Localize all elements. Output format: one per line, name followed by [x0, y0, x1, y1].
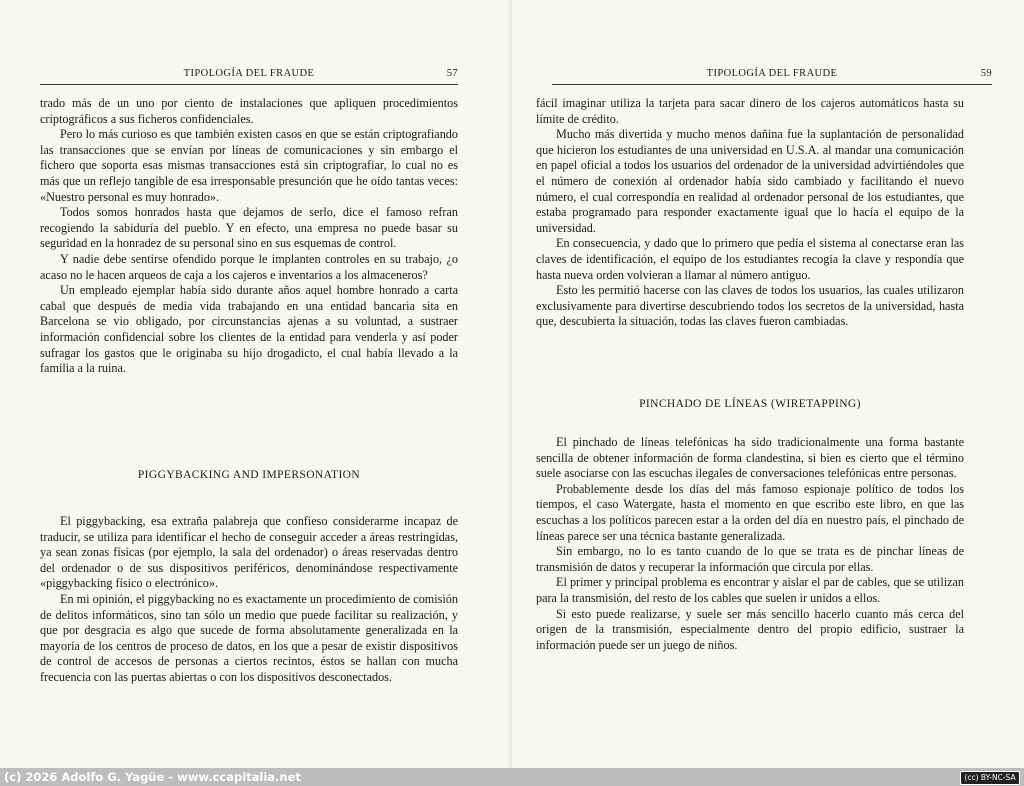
paragraph: Un empleado ejemplar había sido durante años aquel hombre honrado a carta cabal que después de media vida trabajando en una entidad bancaria sita en Barcelona se vio obligado, por circunstancias ajenas a su voluntad, a sustraer información confidencial sobre los clientes de la entidad para venderla y así poder sufragar los gastos que le originaba su hijo drogadicto, el cual había llevado a la familia a la ruina.	[40, 283, 458, 376]
body-text-top	[536, 96, 964, 330]
paragraph: El primer y principal problema es encontrar y aislar el par de cables, que se utilizan para la transmisión, del resto de los cables que suelen ir unidos a ellos.	[536, 575, 964, 605]
paragraph: En consecuencia, y dado que lo primero que pedía el sistema al conectarse eran las claves de identificación, el equipo de los estudiantes recogía la clave y respondía que hasta nueva orden volvieran a llamar al número antiguo.	[536, 236, 964, 282]
paragraph: Pero lo más curioso es que también existen casos en que se están criptografiando las transacciones que se envían por líneas de comunicaciones y sin embargo el fichero que soporta esas mismas transacciones está sin criptografiar, lo cual no es más que un reflejo tangible de esa irresponsable presunción que he oído tantas veces: «Nuestro personal es muy honrado».	[40, 127, 458, 204]
body-text-top	[40, 96, 458, 377]
running-head-right	[552, 66, 992, 85]
running-head-left	[40, 66, 458, 85]
paragraph: El piggybacking, esa extraña palabreja que confieso considerarme incapaz de traducir, se utiliza para identificar el hecho de conseguir acceder a áreas restringidas, ya sean zonas físicas (por ejemplo, la sala del ordenador) o áreas reservadas dentro del ordenador o de sus dispositivos periféricos, denominándose respectivamente «piggybacking físico o electrónico».	[40, 514, 458, 591]
page-number: 59	[980, 68, 992, 79]
header-title: TIPOLOGÍA DEL FRAUDE	[706, 68, 838, 79]
paragraph: Y nadie debe sentirse ofendido porque le implanten controles en su trabajo, ¿o acaso no le hacen arqueos de caja a los cajeros e inventarios a los almaceneros?	[40, 251, 458, 282]
left-page	[0, 0, 512, 768]
paragraph: Mucho más divertida y mucho menos dañina fue la suplantación de personalidad que hicieron los estudiantes de una universidad en U.S.A. al mandar una comunicación en papel oficial a todos los usuarios del ordenador de la universidad advirtiéndoles que el número de conexión al ordenador había sido cambiado y facilitando el nuevo número, el cual correspondía en realidad al ordenador personal de los estudiantes, que estaba programado para responder exactamente igual que lo hacía el equipo de la universidad.	[536, 127, 964, 235]
body-text-bottom	[536, 435, 964, 653]
copyright-link[interactable]: (c) 2026 Adolfo G. Yagüe - www.ccapitalia.net	[4, 770, 301, 784]
header-title: TIPOLOGÍA DEL FRAUDE	[183, 68, 315, 79]
paragraph: fácil imaginar utiliza la tarjeta para sacar dinero de los cajeros automáticos hasta su límite de crédito.	[536, 96, 964, 126]
right-page	[512, 0, 1024, 768]
paragraph: Probablemente desde los días del más famoso espionaje político de todos los tiempos, el caso Watergate, hasta el momento en que escribo este libro, en que las escuchas a los políticos parecen estar a la orden del día en nuestro país, el pinchado de líneas parece ser una técnica bastante generalizada.	[536, 481, 964, 543]
paragraph: Todos somos honrados hasta que dejamos de serlo, dice el famoso refran recogiendo la sabiduría del pueblo. Y en efecto, una empresa no puede basar su seguridad en la honradez de su personal sino en sus esquemas de control.	[40, 205, 458, 251]
section-heading: PIGGYBACKING AND IMPERSONATION	[137, 469, 361, 481]
paragraph: El pinchado de líneas telefónicas ha sido tradicionalmente una forma bastante sencilla de obtener información de forma clandestina, si bien es cierto que el término suele asociarse con las escuchas ilegales de conversaciones telefónicas entre personas.	[536, 435, 964, 481]
cc-license-badge[interactable]: (cc) BY-NC-SA	[960, 771, 1020, 785]
paragraph: Si esto puede realizarse, y suele ser más sencillo hacerlo cuanto más cerca del origen de la transmisión, especialmente dentro del propio edificio, sustraer la información puede ser un juego de niños.	[536, 606, 964, 652]
paragraph: trado más de un uno por ciento de instalaciones que apliquen procedimientos criptográficos a sus ficheros confidenciales.	[40, 96, 458, 126]
page-number: 57	[446, 68, 458, 79]
footer-bar	[0, 768, 1024, 786]
paragraph: Sin embargo, no lo es tanto cuando de lo que se trata es de pinchar líneas de transmisión de datos y recuperar la información que circula por ellas.	[536, 544, 964, 574]
paragraph: En mi opinión, el piggybacking no es exactamente un procedimiento de comisión de delitos informáticos, sino tan sólo un medio que puede facilitar su realización, y que por desgracia es algo que sucede de forma absolutamente generalizada en la mayoría de los centros de proceso de datos, en los que a pesar de existir dispositivos de control de accesos de personas a ciertos recintos, éstos se hallan con mucha frecuencia con las puertas abiertas o con los dispositivos desconectados.	[40, 591, 458, 684]
body-text-bottom	[40, 514, 458, 686]
paragraph: Esto les permitió hacerse con las claves de todos los usuarios, las cuales utilizaron exclusivamente para divertirse descubriendo todos los secretos de la universidad, hasta que, descubierta la situación, todas las claves fueron cambiadas.	[536, 283, 964, 329]
section-heading: PINCHADO DE LÍNEAS (WIRETAPPING)	[639, 398, 861, 410]
